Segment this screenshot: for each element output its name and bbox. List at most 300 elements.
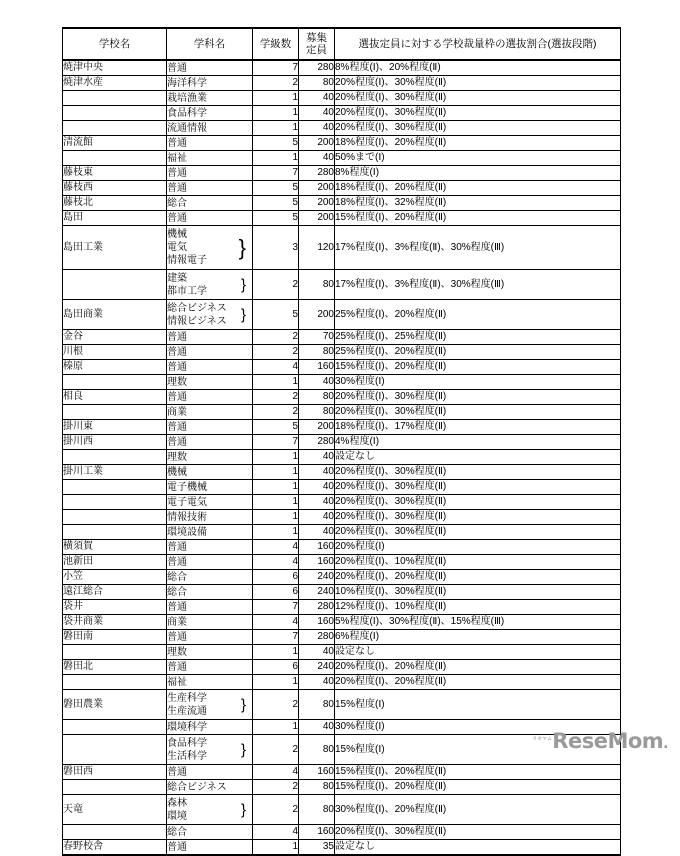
- table-row: [63, 76, 621, 91]
- resemom-watermark: [532, 729, 668, 753]
- table-row: [63, 480, 621, 495]
- department-entry: 建築: [167, 272, 187, 284]
- cell-class-count: 1: [253, 840, 299, 856]
- cell-quota: 280: [299, 630, 335, 645]
- cell-selection-ratio: 20%程度(Ⅰ)、20%程度(Ⅱ): [335, 660, 621, 675]
- cell-quota: 280: [299, 60, 335, 76]
- cell-class-count: 1: [253, 375, 299, 390]
- cell-class-count: 1: [253, 465, 299, 480]
- cell-class-count: 1: [253, 645, 299, 660]
- department-list: [167, 781, 252, 794]
- cell-quota: 40: [299, 151, 335, 166]
- cell-school-name: 天竜: [63, 795, 167, 825]
- cell-class-count: 1: [253, 720, 299, 735]
- cell-quota: 40: [299, 480, 335, 495]
- cell-quota: 40: [299, 91, 335, 106]
- cell-department-name: [167, 390, 253, 405]
- cell-selection-ratio: 6%程度(Ⅰ): [335, 630, 621, 645]
- cell-department-name: [167, 645, 253, 660]
- department-list: [167, 646, 252, 659]
- department-entry: 海洋科学: [167, 77, 207, 89]
- cell-selection-ratio: 17%程度(Ⅰ)、3%程度(Ⅱ)、30%程度(Ⅲ): [335, 270, 621, 300]
- brace-icon: }: [240, 741, 246, 758]
- cell-quota: 200: [299, 211, 335, 226]
- department-list: [167, 421, 252, 434]
- cell-quota: 80: [299, 76, 335, 91]
- cell-quota: 280: [299, 435, 335, 450]
- department-list: [167, 466, 252, 479]
- cell-school-name: [63, 121, 167, 136]
- cell-school-name: 掛川西: [63, 435, 167, 450]
- cell-class-count: 4: [253, 765, 299, 780]
- department-list: [167, 107, 252, 120]
- cell-quota: 40: [299, 675, 335, 690]
- cell-selection-ratio: 20%程度(Ⅰ)、20%程度(Ⅱ): [335, 675, 621, 690]
- cell-school-name: 遠江総合: [63, 585, 167, 600]
- department-entry: 生活科学: [167, 750, 207, 762]
- department-list: [167, 406, 252, 419]
- table-row: [63, 60, 621, 76]
- cell-school-name: [63, 825, 167, 840]
- table-row: [63, 690, 621, 720]
- department-entry: 普通: [167, 182, 187, 194]
- department-entry: 総合: [167, 571, 187, 583]
- cell-department-name: [167, 196, 253, 211]
- table-row: [63, 570, 621, 585]
- cell-quota: 70: [299, 330, 335, 345]
- department-list: [167, 331, 252, 344]
- department-entry: 普通: [167, 556, 187, 568]
- department-list: [167, 631, 252, 644]
- cell-selection-ratio: 15%程度(Ⅰ): [335, 690, 621, 720]
- cell-quota: 200: [299, 196, 335, 211]
- cell-class-count: 5: [253, 196, 299, 211]
- cell-school-name: 焼津水産: [63, 76, 167, 91]
- department-entry: 普通: [167, 541, 187, 553]
- cell-quota: 40: [299, 121, 335, 136]
- cell-class-count: 2: [253, 390, 299, 405]
- department-list: [167, 541, 252, 554]
- cell-quota: 40: [299, 495, 335, 510]
- cell-class-count: 6: [253, 660, 299, 675]
- department-list: [167, 826, 252, 839]
- cell-quota: 40: [299, 645, 335, 660]
- cell-department-name: [167, 166, 253, 181]
- cell-selection-ratio: 18%程度(Ⅰ)、20%程度(Ⅱ): [335, 136, 621, 151]
- cell-school-name: [63, 375, 167, 390]
- department-entry: 総合: [167, 826, 187, 838]
- cell-selection-ratio: 20%程度(Ⅰ)、30%程度(Ⅱ): [335, 106, 621, 121]
- table-row: [63, 585, 621, 600]
- department-list: [167, 721, 252, 734]
- cell-department-name: [167, 450, 253, 465]
- cell-school-name: 島田商業: [63, 300, 167, 330]
- cell-school-name: [63, 495, 167, 510]
- cell-school-name: 藤枝北: [63, 196, 167, 211]
- department-entry: 普通: [167, 212, 187, 224]
- cell-department-name: [167, 720, 253, 735]
- cell-school-name: 榛原: [63, 360, 167, 375]
- department-entry: 普通: [167, 766, 187, 778]
- department-entry: 生産科学: [167, 692, 207, 704]
- cell-quota: 40: [299, 375, 335, 390]
- cell-school-name: [63, 450, 167, 465]
- table-row: [63, 196, 621, 211]
- cell-quota: 40: [299, 106, 335, 121]
- cell-quota: 35: [299, 840, 335, 856]
- brace-icon: }: [238, 234, 246, 260]
- department-list: [167, 346, 252, 359]
- cell-department-name: [167, 121, 253, 136]
- cell-department-name: [167, 780, 253, 795]
- table-row: [63, 405, 621, 420]
- department-list: [167, 436, 252, 449]
- cell-school-name: 春野校舎: [63, 840, 167, 856]
- cell-quota: 200: [299, 420, 335, 435]
- department-entry: 生産流通: [167, 705, 207, 717]
- cell-school-name: [63, 780, 167, 795]
- cell-selection-ratio: 30%程度(Ⅰ)、20%程度(Ⅱ): [335, 795, 621, 825]
- table-row: [63, 136, 621, 151]
- cell-selection-ratio: 25%程度(Ⅰ)、20%程度(Ⅱ): [335, 345, 621, 360]
- cell-school-name: [63, 106, 167, 121]
- cell-department-name: [167, 555, 253, 570]
- cell-class-count: 4: [253, 615, 299, 630]
- cell-school-name: 横須賀: [63, 540, 167, 555]
- cell-school-name: [63, 270, 167, 300]
- table-row: [63, 181, 621, 196]
- department-entry: 総合: [167, 586, 187, 598]
- cell-class-count: 7: [253, 630, 299, 645]
- cell-class-count: 7: [253, 435, 299, 450]
- table-row: [63, 555, 621, 570]
- department-list: [167, 692, 252, 718]
- cell-quota: 160: [299, 615, 335, 630]
- cell-class-count: 7: [253, 166, 299, 181]
- cell-class-count: 1: [253, 91, 299, 106]
- department-list: [167, 661, 252, 674]
- department-entry: 総合ビジネス: [167, 781, 227, 793]
- cell-class-count: 5: [253, 136, 299, 151]
- cell-selection-ratio: 15%程度(Ⅰ)、20%程度(Ⅱ): [335, 360, 621, 375]
- cell-selection-ratio: 15%程度(Ⅰ): [335, 735, 621, 765]
- department-entry: 福祉: [167, 152, 187, 164]
- cell-class-count: 2: [253, 735, 299, 765]
- cell-school-name: 焼津中央: [63, 60, 167, 76]
- cell-quota: 160: [299, 765, 335, 780]
- cell-department-name: [167, 615, 253, 630]
- department-list: [167, 137, 252, 150]
- cell-quota: 160: [299, 360, 335, 375]
- department-entry: 機械: [167, 229, 187, 240]
- department-entry: 福祉: [167, 676, 187, 688]
- cell-school-name: 袋井商業: [63, 615, 167, 630]
- department-entry: 電子機械: [167, 481, 207, 493]
- department-list: [167, 302, 252, 328]
- brace-icon: }: [240, 801, 246, 818]
- table-row: [63, 390, 621, 405]
- department-entry: 普通: [167, 631, 187, 643]
- cell-class-count: 2: [253, 76, 299, 91]
- table-row: [63, 151, 621, 166]
- table-row: [63, 435, 621, 450]
- cell-school-name: 川根: [63, 345, 167, 360]
- department-entry: 森林: [167, 797, 187, 809]
- header-classes: 学級数: [253, 28, 299, 60]
- cell-school-name: 金谷: [63, 330, 167, 345]
- cell-selection-ratio: 30%程度(Ⅰ): [335, 720, 621, 735]
- cell-department-name: [167, 570, 253, 585]
- department-entry: 情報技術: [167, 511, 207, 523]
- cell-department-name: [167, 840, 253, 856]
- cell-department-name: [167, 630, 253, 645]
- department-entry: 普通: [167, 361, 187, 373]
- table-row: [63, 345, 621, 360]
- department-list: [167, 167, 252, 180]
- cell-school-name: 小笠: [63, 570, 167, 585]
- cell-quota: 160: [299, 540, 335, 555]
- cell-selection-ratio: 20%程度(Ⅰ)、30%程度(Ⅱ): [335, 525, 621, 540]
- cell-selection-ratio: 20%程度(Ⅰ)、30%程度(Ⅱ): [335, 510, 621, 525]
- department-entry: 普通: [167, 137, 187, 149]
- cell-selection-ratio: 20%程度(Ⅰ)、30%程度(Ⅱ): [335, 91, 621, 106]
- cell-school-name: 清流館: [63, 136, 167, 151]
- department-list: [167, 511, 252, 524]
- department-entry: 流通情報: [167, 122, 207, 134]
- department-entry: 普通: [167, 167, 187, 179]
- department-list: [167, 841, 252, 854]
- cell-quota: 40: [299, 465, 335, 480]
- cell-selection-ratio: 50%まで(Ⅰ): [335, 151, 621, 166]
- cell-department-name: [167, 76, 253, 91]
- cell-department-name: [167, 825, 253, 840]
- department-entry: 普通: [167, 331, 187, 343]
- table-row: [63, 226, 621, 270]
- table-row: [63, 780, 621, 795]
- department-list: [167, 737, 252, 763]
- department-list: [167, 526, 252, 539]
- table-row: [63, 630, 621, 645]
- cell-quota: 40: [299, 525, 335, 540]
- cell-department-name: [167, 151, 253, 166]
- table-row: [63, 106, 621, 121]
- cell-selection-ratio: 15%程度(Ⅰ)、20%程度(Ⅱ): [335, 780, 621, 795]
- department-list: [167, 376, 252, 389]
- cell-quota: 160: [299, 555, 335, 570]
- watermark-dot: .: [663, 736, 668, 752]
- cell-class-count: 4: [253, 555, 299, 570]
- department-list: [167, 496, 252, 509]
- cell-school-name: [63, 645, 167, 660]
- table-row: [63, 330, 621, 345]
- cell-department-name: [167, 405, 253, 420]
- department-list: [167, 616, 252, 629]
- cell-quota: 80: [299, 690, 335, 720]
- department-entry: 普通: [167, 391, 187, 403]
- table-row: [63, 450, 621, 465]
- cell-class-count: 5: [253, 211, 299, 226]
- table-row: [63, 840, 621, 856]
- department-list: [167, 92, 252, 105]
- cell-department-name: [167, 91, 253, 106]
- cell-department-name: [167, 765, 253, 780]
- department-list: [167, 122, 252, 135]
- department-list: [167, 676, 252, 689]
- header-quota-line2: 定員: [306, 44, 327, 56]
- department-entry: 総合ビジネス: [167, 302, 227, 314]
- cell-school-name: [63, 735, 167, 765]
- cell-selection-ratio: 25%程度(Ⅰ)、25%程度(Ⅱ): [335, 330, 621, 345]
- cell-quota: 160: [299, 825, 335, 840]
- cell-quota: 80: [299, 795, 335, 825]
- department-entry: 栽培漁業: [167, 92, 207, 104]
- cell-selection-ratio: 20%程度(Ⅰ)、30%程度(Ⅱ): [335, 390, 621, 405]
- cell-selection-ratio: 15%程度(Ⅰ)、20%程度(Ⅱ): [335, 765, 621, 780]
- department-entry: 総合: [167, 197, 187, 209]
- cell-class-count: 1: [253, 675, 299, 690]
- department-entry: 普通: [167, 436, 187, 448]
- cell-selection-ratio: 5%程度(Ⅰ)、30%程度(Ⅱ)、15%程度(Ⅲ): [335, 615, 621, 630]
- department-list: [167, 212, 252, 225]
- cell-school-name: 掛川東: [63, 420, 167, 435]
- cell-class-count: 4: [253, 540, 299, 555]
- cell-school-name: 掛川工業: [63, 465, 167, 480]
- department-list: [167, 601, 252, 614]
- department-list: [167, 77, 252, 90]
- cell-school-name: [63, 525, 167, 540]
- department-list: [167, 272, 252, 298]
- cell-selection-ratio: 18%程度(Ⅰ)、17%程度(Ⅱ): [335, 420, 621, 435]
- department-entry: 食品科学: [167, 107, 207, 119]
- cell-school-name: 藤枝東: [63, 166, 167, 181]
- cell-selection-ratio: 20%程度(Ⅰ)、30%程度(Ⅱ): [335, 465, 621, 480]
- cell-department-name: [167, 60, 253, 76]
- department-entry: 機械: [167, 466, 187, 478]
- cell-class-count: 5: [253, 181, 299, 196]
- department-list: [167, 197, 252, 210]
- cell-selection-ratio: 20%程度(Ⅰ)、20%程度(Ⅱ): [335, 570, 621, 585]
- cell-quota: 200: [299, 136, 335, 151]
- department-entry: 理数: [167, 376, 187, 388]
- table-row: [63, 375, 621, 390]
- table-row: [63, 600, 621, 615]
- table-row: [63, 420, 621, 435]
- cell-school-name: 池新田: [63, 555, 167, 570]
- department-entry: 環境: [167, 810, 187, 822]
- cell-school-name: [63, 510, 167, 525]
- cell-selection-ratio: 20%程度(Ⅰ)、30%程度(Ⅱ): [335, 495, 621, 510]
- cell-selection-ratio: 20%程度(Ⅰ)、30%程度(Ⅱ): [335, 405, 621, 420]
- watermark-kana: リセマム: [532, 737, 553, 742]
- department-list: [167, 451, 252, 464]
- watermark-text: ReseMom: [552, 729, 664, 753]
- cell-quota: 40: [299, 510, 335, 525]
- table-row: [63, 300, 621, 330]
- cell-school-name: 島田: [63, 211, 167, 226]
- cell-class-count: 2: [253, 795, 299, 825]
- cell-class-count: 1: [253, 450, 299, 465]
- cell-selection-ratio: 17%程度(Ⅰ)、3%程度(Ⅱ)、30%程度(Ⅲ): [335, 226, 621, 270]
- cell-school-name: [63, 720, 167, 735]
- cell-quota: 120: [299, 226, 335, 270]
- cell-department-name: [167, 360, 253, 375]
- header-department: 学科名: [167, 28, 253, 60]
- cell-selection-ratio: 設定なし: [335, 450, 621, 465]
- cell-selection-ratio: 20%程度(Ⅰ)、30%程度(Ⅱ): [335, 121, 621, 136]
- department-entry: 食品科学: [167, 737, 207, 749]
- cell-department-name: [167, 735, 253, 765]
- department-entry: 普通: [167, 421, 187, 433]
- cell-department-name: [167, 525, 253, 540]
- table-row: [63, 510, 621, 525]
- cell-department-name: [167, 690, 253, 720]
- table-row: [63, 495, 621, 510]
- brace-icon: }: [240, 276, 246, 293]
- cell-school-name: 磐田南: [63, 630, 167, 645]
- department-entry: 電気: [167, 242, 187, 253]
- table-row: [63, 675, 621, 690]
- department-list: [167, 481, 252, 494]
- cell-quota: 240: [299, 660, 335, 675]
- cell-school-name: [63, 91, 167, 106]
- cell-quota: 80: [299, 780, 335, 795]
- cell-department-name: [167, 136, 253, 151]
- table-row: [63, 525, 621, 540]
- cell-class-count: 2: [253, 345, 299, 360]
- department-entry: 商業: [167, 616, 187, 628]
- department-entry: 情報電子: [167, 255, 207, 266]
- department-list: [167, 586, 252, 599]
- cell-school-name: [63, 405, 167, 420]
- cell-class-count: 7: [253, 60, 299, 76]
- department-entry: 環境設備: [167, 526, 207, 538]
- department-entry: 環境科学: [167, 721, 207, 733]
- cell-selection-ratio: 20%程度(Ⅰ)、30%程度(Ⅱ): [335, 76, 621, 91]
- cell-department-name: [167, 300, 253, 330]
- cell-department-name: [167, 226, 253, 270]
- department-list: [167, 361, 252, 374]
- department-entry: 電子電気: [167, 496, 207, 508]
- cell-quota: 200: [299, 300, 335, 330]
- header-ratio: 選抜定員に対する学校裁量枠の選抜割合(選抜段階): [335, 28, 621, 60]
- department-list: [167, 797, 252, 823]
- cell-quota: 80: [299, 735, 335, 765]
- department-entry: 普通: [167, 601, 187, 613]
- cell-class-count: 1: [253, 525, 299, 540]
- cell-class-count: 2: [253, 780, 299, 795]
- cell-class-count: 1: [253, 121, 299, 136]
- cell-selection-ratio: 20%程度(Ⅰ)、10%程度(Ⅱ): [335, 555, 621, 570]
- cell-class-count: 5: [253, 300, 299, 330]
- cell-class-count: 4: [253, 825, 299, 840]
- cell-quota: 80: [299, 345, 335, 360]
- cell-department-name: [167, 435, 253, 450]
- table-row: [63, 540, 621, 555]
- department-entry: 普通: [167, 661, 187, 673]
- cell-school-name: 磐田西: [63, 765, 167, 780]
- table-row: [63, 615, 621, 630]
- cell-selection-ratio: 8%程度(Ⅰ): [335, 166, 621, 181]
- cell-department-name: [167, 660, 253, 675]
- cell-selection-ratio: 15%程度(Ⅰ)、20%程度(Ⅱ): [335, 211, 621, 226]
- department-entry: 普通: [167, 346, 187, 358]
- cell-department-name: [167, 270, 253, 300]
- cell-department-name: [167, 330, 253, 345]
- department-entry: 理数: [167, 646, 187, 658]
- table-row: [63, 660, 621, 675]
- cell-school-name: [63, 151, 167, 166]
- table-row: [63, 91, 621, 106]
